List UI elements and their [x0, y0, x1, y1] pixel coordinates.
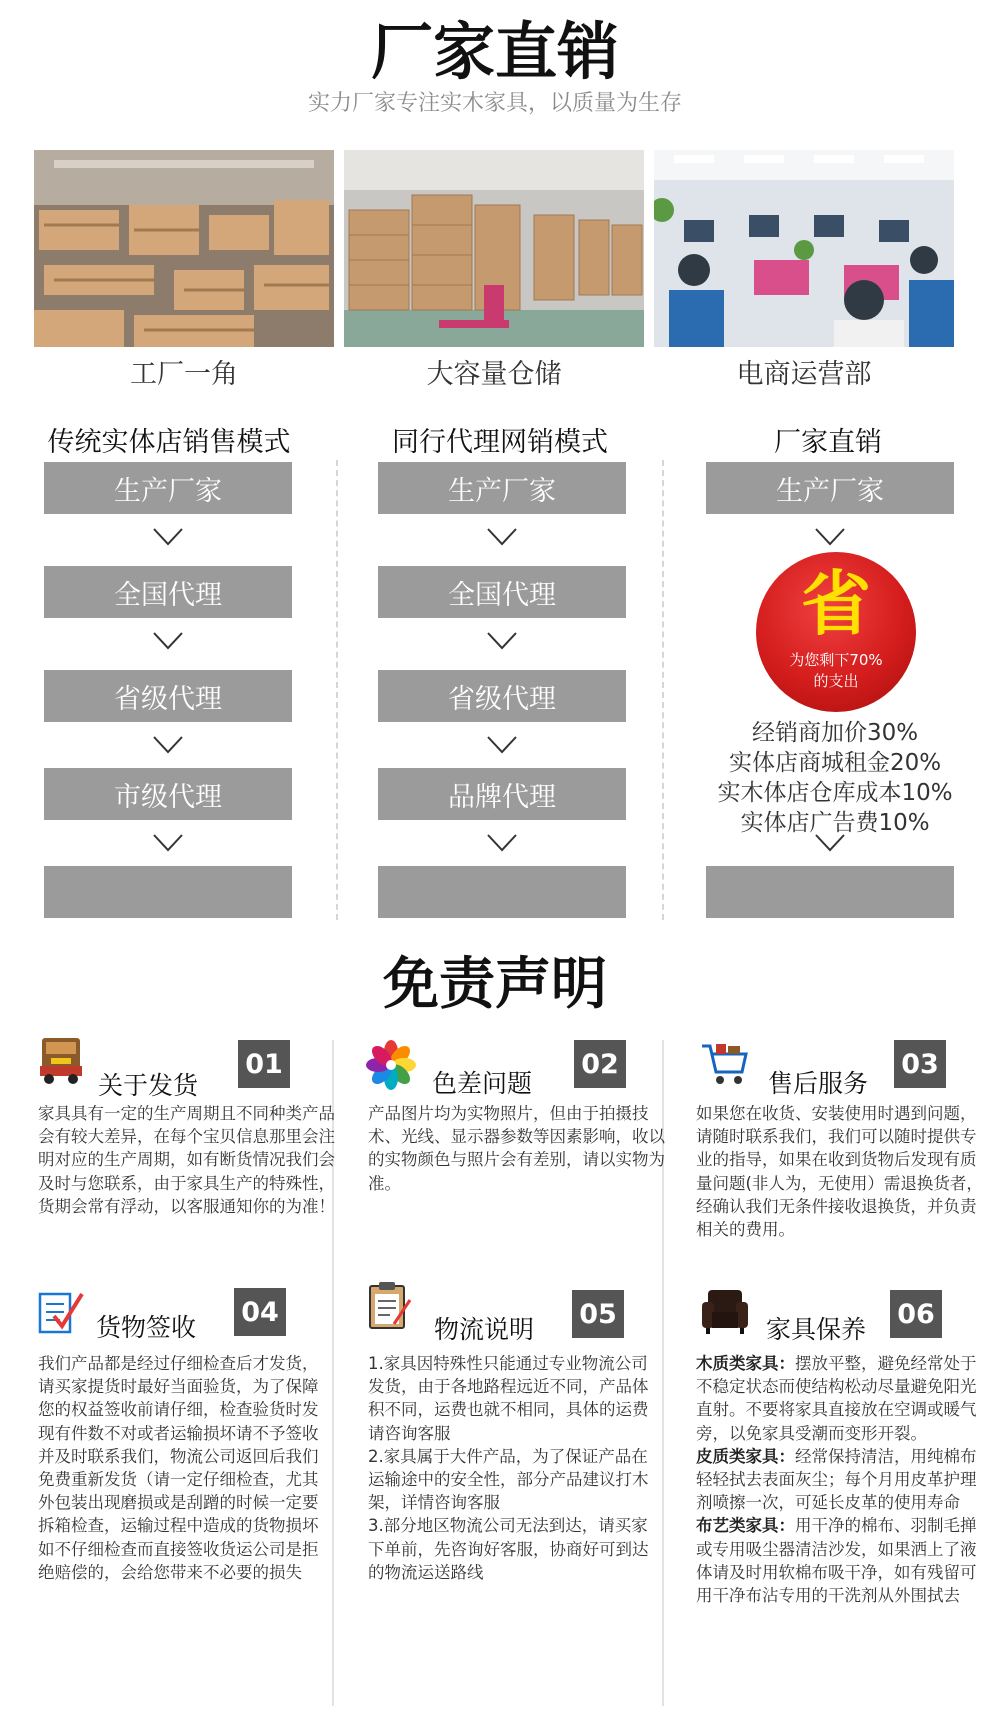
block-title: 货物签收 [96, 1313, 197, 1342]
chevron-down-icon [487, 632, 517, 650]
chevron-down-icon [487, 736, 517, 754]
savings-stamp-text: 的支出 [813, 672, 859, 690]
cost-item: 实体店广告费10% [740, 810, 930, 836]
block-text: 我们产品都是经过仔细检查后才发货，请买家提货时最好当面验货，为了保障您的权益签收前请仔细，检查验货时发现有件数不对或者运输损坏请不予签收并及时联系我们，物流公司返回后我们免费重新发货（请一定仔细检查，尤其外包装出现磨损或是刮蹭的时候一定要拆箱检查，运输过程中造成的货物损坏如不仔细检查而直接签收货运公司是拒绝赔偿的，会给您带来不必要的损失 [38, 1354, 319, 1582]
shopping-cart-icon [700, 1040, 750, 1090]
flow-step: 生产厂家 [378, 462, 626, 514]
flow-step: 省级代理 [378, 670, 626, 722]
sofa-icon [700, 1286, 750, 1336]
office-photo [654, 150, 954, 347]
column-heading: 同行代理网销模式 [392, 427, 608, 458]
flow-step [378, 866, 626, 918]
block-number: 01 [238, 1040, 290, 1088]
block-text: 家具具有一定的生产周期且不同种类产品会有较大差异，在每个宝贝信息那里会注明对应的生产周期，如有断货情况我们会及时与您联系，由于家具生产的特殊性，货期会常有浮动，以客服通知你的为准！ [38, 1104, 335, 1216]
column-divider [662, 460, 664, 920]
block-title: 关于发货 [98, 1071, 199, 1100]
block-text: 产品图片均为实物照片，但由于拍摄技术、光线、显示器参数等因素影响，收以的实物颜色与照片会有差别，请以实物为准。 [368, 1104, 665, 1193]
block-text: 1.家具因特殊性只能通过专业物流公司发货，由于各地路程远近不同，产品体积不同，运费也就不相同，具体的运费请咨询客服 2.家具属于大件产品，为了保证产品在运输途中的安全性，部分产品建议打木架，详情咨询客服 3.部分地区物流公司无法到达，请买家下单前，先咨询好客服，协商好可到达的物流运送路线 [368, 1354, 649, 1582]
care-text: 用干净的棉布、羽制毛掸或专用吸尘器清洁沙发，如果洒上了液体请及时用软棉布吸干净，如有残留可用干净布沾专用的干洗剂从外围拭去 [696, 1516, 977, 1606]
chevron-down-icon [487, 528, 517, 546]
block-text: 如果您在收货、安装使用时遇到问题，请随时联系我们，我们可以随时提供专业的指导，如果在收到货物后发现有质量问题(非人为，无使用）需退换货者，经确认我们无条件接收退换货，并负责相关的费用。 [696, 1104, 983, 1240]
care-item [696, 1445, 988, 1515]
disclaimer-title: 免责声明 [383, 952, 607, 1017]
flow-step [706, 866, 954, 918]
flow-step: 省级代理 [44, 670, 292, 722]
care-label: 皮质类家具： [696, 1446, 795, 1466]
care-item [696, 1514, 988, 1607]
chevron-down-icon [153, 834, 183, 852]
block-number: 02 [574, 1040, 626, 1088]
flow-step: 生产厂家 [706, 462, 954, 514]
checklist-icon [36, 1286, 86, 1336]
photo-caption: 大容量仓储 [426, 359, 562, 390]
column-heading: 厂家直销 [774, 427, 882, 458]
block-number: 05 [572, 1290, 624, 1338]
page-title: 厂家直销 [370, 15, 619, 88]
block-title: 家具保养 [766, 1315, 867, 1344]
chevron-down-icon [153, 632, 183, 650]
savings-stamp-char: 省 [801, 563, 871, 645]
flow-step: 全国代理 [44, 566, 292, 618]
column-divider [662, 1290, 664, 1706]
page-subtitle: 实力厂家专注实木家具，以质量为生存 [307, 91, 682, 116]
photo-caption: 工厂一角 [130, 359, 238, 390]
block-number: 06 [890, 1290, 942, 1338]
truck-icon [36, 1036, 86, 1086]
block-number: 03 [894, 1040, 946, 1088]
flow-step: 市级代理 [44, 768, 292, 820]
care-label: 布艺类家具： [696, 1516, 795, 1536]
savings-stamp-text: 为您剩下70% [789, 651, 883, 669]
block-title: 物流说明 [434, 1315, 535, 1344]
cost-item: 实体店商城租金20% [728, 750, 942, 776]
care-text: 摆放平整，避免经常处于不稳定状态而使结构松动尽量避免阳光直射。不要将家具直接放在空调或暖气旁，以免家具受潮而变形开裂。 [696, 1354, 977, 1443]
cost-item: 实木体店仓库成本10% [717, 780, 953, 806]
block-title: 色差问题 [432, 1069, 533, 1098]
flow-step: 生产厂家 [44, 462, 292, 514]
flow-step: 品牌代理 [378, 768, 626, 820]
cost-item: 经销商加价30% [751, 720, 919, 746]
block-title: 售后服务 [768, 1069, 869, 1098]
column-divider [336, 460, 338, 920]
color-wheel-icon [366, 1040, 416, 1090]
flow-step: 全国代理 [378, 566, 626, 618]
chevron-down-icon [153, 736, 183, 754]
chevron-down-icon [487, 834, 517, 852]
factory-photo [34, 150, 334, 347]
care-label: 木质类家具： [696, 1354, 795, 1373]
care-item [696, 1352, 988, 1445]
photo-caption: 电商运营部 [736, 359, 872, 390]
chevron-down-icon [815, 528, 845, 546]
care-text: 经常保持清洁，用纯棉布轻轻拭去表面灰尘；每个月用皮革护理剂喷擦一次，可延长皮革的使用寿命 [696, 1446, 977, 1513]
flow-step [44, 866, 292, 918]
column-heading: 传统实体店销售模式 [47, 427, 291, 458]
block-number: 04 [234, 1288, 286, 1336]
column-divider [332, 1290, 334, 1706]
care-instructions [696, 1352, 988, 1607]
savings-stamp [756, 552, 916, 712]
clipboard-icon [364, 1280, 414, 1330]
chevron-down-icon [153, 528, 183, 546]
warehouse-photo [344, 150, 644, 347]
